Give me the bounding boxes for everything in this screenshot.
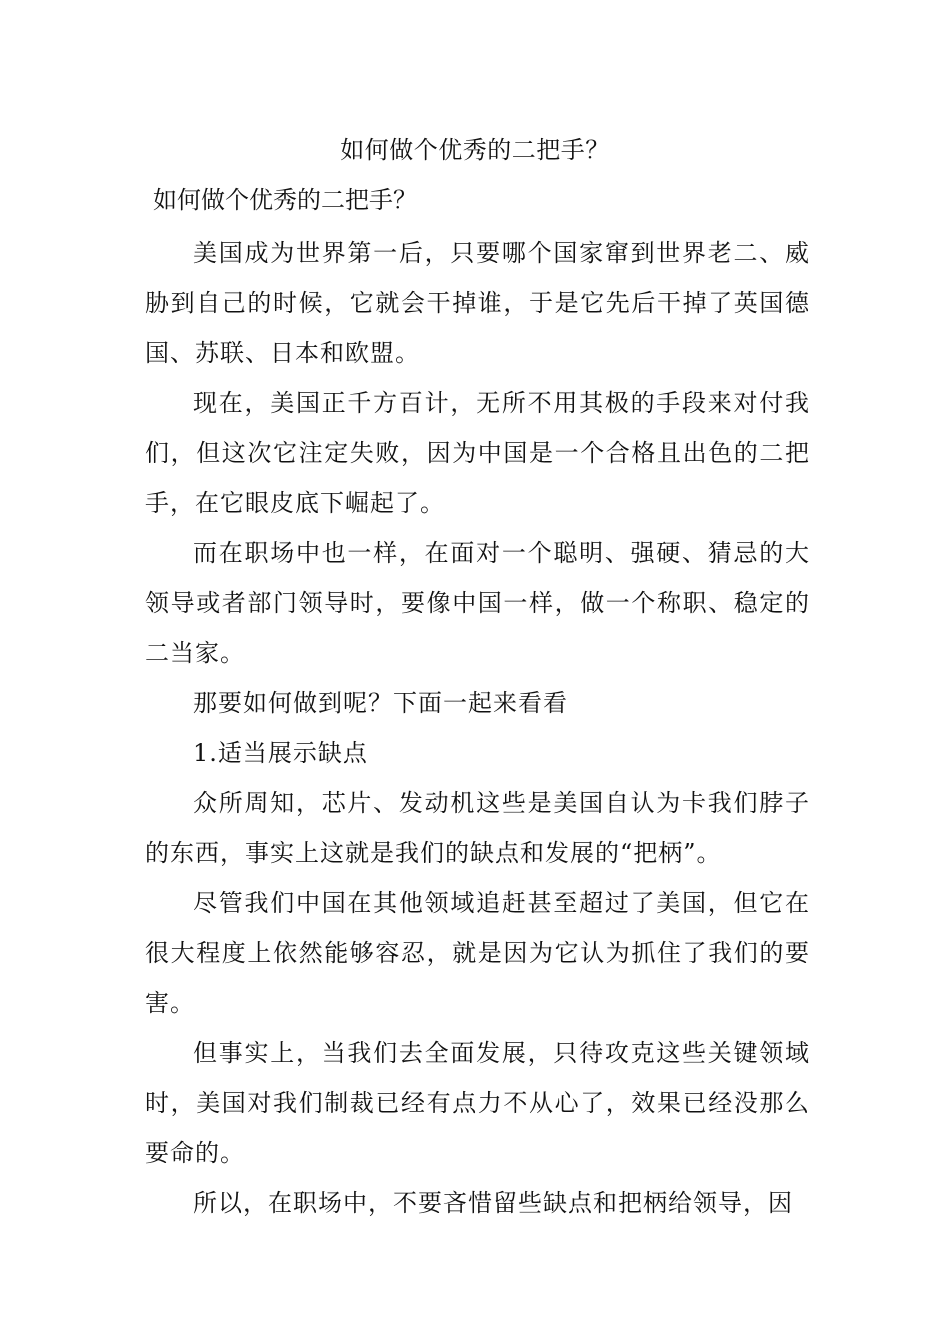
paragraph: 那要如何做到呢？下面一起来看看 — [193, 689, 568, 717]
paragraph: 所以，在职场中，不要吝惜留些缺点和把柄给领导，因 — [193, 1189, 793, 1217]
paragraph: 而在职场中也一样，在面对一个聪明、强硬、猜忌的大领导或者部门领导时，要像中国一样，做一个称职、稳定的二当家。 — [145, 539, 810, 667]
document-body — [145, 178, 810, 1228]
paragraph: 美国成为世界第一后，只要哪个国家窜到世界老二、威胁到自己的时候，它就会干掉谁，于是它先后干掉了英国德国、苏联、日本和欧盟。 — [145, 239, 810, 367]
paragraph: 尽管我们中国在其他领域追赶甚至超过了美国，但它在很大程度上依然能够容忍，就是因为它认为抓住了我们的要害。 — [145, 889, 810, 1017]
paragraph: 众所周知，芯片、发动机这些是美国自认为卡我们脖子的东西，事实上这就是我们的缺点和发展的“把柄”。 — [145, 789, 810, 867]
paragraph: 但事实上，当我们去全面发展，只待攻克这些关键领域时，美国对我们制裁已经有点力不从心了，效果已经没那么要命的。 — [145, 1039, 810, 1167]
document-subtitle: 如何做个优秀的二把手？ — [153, 186, 417, 214]
section-heading: 1.适当展示缺点 — [193, 739, 368, 767]
paragraph: 现在，美国正千方百计，无所不用其极的手段来对付我们，但这次它注定失败，因为中国是一个合格且出色的二把手，在它眼皮底下崛起了。 — [145, 389, 810, 517]
document-title: 如何做个优秀的二把手？ — [340, 136, 610, 164]
